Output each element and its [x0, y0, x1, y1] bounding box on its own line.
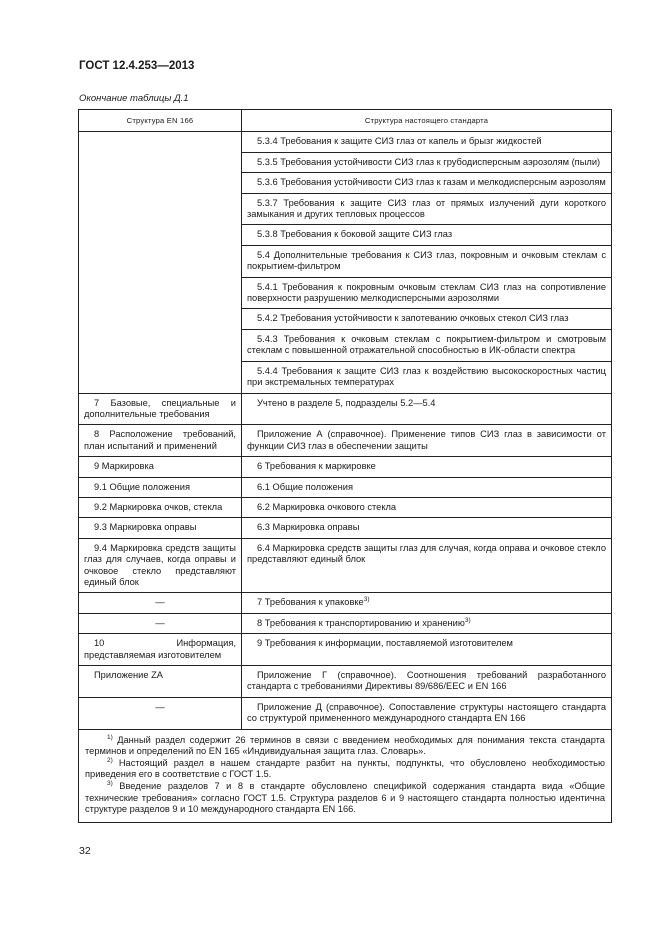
standard-cell-text: 5.3.8 Требования к боковой защите СИЗ глаз — [257, 229, 453, 240]
footnote-text: Данный раздел содержит 26 терминов в связи с введением необходимых для понимания текста стандарта терминов и определений по EN 165 «Индивидуальная защита глаз. Словарь». — [85, 734, 605, 757]
standard-cell-text: Приложение А (справочное). Применение типов СИЗ глаз в зависимости от функции СИЗ глаз в обеспечении защиты — [247, 429, 606, 451]
standard-cell-text: 6.1 Общие положения — [257, 481, 354, 492]
table-row — [79, 425, 612, 457]
standard-cell — [242, 277, 612, 309]
footnote — [85, 758, 605, 781]
standard-cell — [242, 634, 612, 666]
en166-cell: 10 Информация, представляемая изготовителем — [79, 634, 242, 666]
standard-cell-text: 5.4.4 Требования к защите СИЗ глаз к воздействию высокоскоростных частиц при экстремальных температурах — [247, 365, 606, 388]
en166-cell: 9 Маркировка — [79, 457, 242, 477]
standard-cell — [242, 613, 612, 633]
en166-cell: 9.2 Маркировка очков, стекла — [79, 497, 242, 517]
column-header-en166: Структура EN 166 — [79, 110, 242, 132]
table-row — [79, 477, 612, 497]
standard-cell-text: 7 Требования к упаковке — [257, 597, 364, 608]
en166-cell: 9.3 Маркировка оправы — [79, 518, 242, 538]
column-header-standard: Структура настоящего стандарта — [242, 110, 612, 132]
table-row — [79, 593, 612, 613]
footnote-text: Настоящий раздел в нашем стандарте разбит на пункты, подпункты, что обусловлено необходимостью приведения его в соответствие с ГОСТ 1.5. — [85, 757, 606, 780]
comparison-table — [78, 109, 612, 823]
standard-cell — [242, 518, 612, 538]
standard-cell-text: 6.2 Маркировка очкового стекла — [257, 501, 397, 512]
footnote-mark: 1) — [107, 733, 113, 741]
table-body — [79, 132, 612, 729]
standard-cell-text: 5.3.4 Требования к защите СИЗ глаз от капель и брызг жидкостей — [257, 136, 542, 147]
standard-cell — [242, 309, 612, 329]
table-row — [79, 497, 612, 517]
standard-cell — [242, 538, 612, 593]
standard-cell-text: 9 Требования к информации, поставляемой изготовителем — [257, 638, 513, 649]
standard-cell-text: 5.3.5 Требования устойчивости СИЗ глаз к грубодисперсным аэрозолям (пыли) — [257, 156, 601, 167]
table-row — [79, 538, 612, 593]
standard-cell-text: Учтено в разделе 5, подразделы 5.2—5.4 — [257, 397, 436, 408]
table-row — [79, 666, 612, 698]
table-row — [79, 132, 612, 152]
table-row — [79, 697, 612, 729]
table-row — [79, 393, 612, 425]
standard-cell — [242, 425, 612, 457]
en166-cell: 9.4 Маркировка средств защиты глаз для случаев, когда оправы и очковое стекло представляют единый блок — [79, 538, 242, 593]
standard-cell — [242, 393, 612, 425]
footnote-mark: 2) — [107, 756, 113, 764]
en166-cell: — — [79, 613, 242, 633]
footnotes-row — [79, 729, 612, 822]
footnote-ref: 3) — [464, 616, 471, 624]
standard-cell — [242, 666, 612, 698]
table-row — [79, 457, 612, 477]
standard-cell-text: 6 Требования к маркировке — [257, 461, 376, 472]
standard-cell — [242, 477, 612, 497]
standard-cell-text: 6.3 Маркировка оправы — [257, 522, 360, 533]
standard-cell-text: 6.4 Маркировка средств защиты глаз для случая, когда оправа и очковое стекло представляют единый блок — [247, 542, 606, 565]
standard-cell-text: 5.4 Дополнительные требования к СИЗ глаз, покровным и очковым стеклам с покрытием-фильтром — [247, 249, 606, 272]
footnote-text: Введение разделов 7 и 8 в стандарте обусловлено спецификой содержания стандарта вида «Общие технические требования» согласно ГОСТ 1.5. Структура разделов 6 и 9 настоящего стандарта полностью идентична структуре разделов 9 и 10 международного стандарта EN 166. — [85, 781, 605, 815]
standard-cell — [242, 593, 612, 613]
table-caption: Окончание таблицы Д.1 — [79, 93, 189, 104]
standard-cell — [242, 245, 612, 277]
standard-cell — [242, 457, 612, 477]
standard-cell-text: 5.4.1 Требования к покровным очковым стеклам СИЗ глаз на сопротивление поверхности разрушению мелкодисперсными аэрозолями — [247, 281, 606, 304]
standard-cell-text: 5.3.7 Требования к защите СИЗ глаз от прямых излучений дуги короткого замыкания и других тепловых процессов — [247, 197, 606, 220]
en166-cell: Приложение ZA — [79, 666, 242, 698]
document-title: ГОСТ 12.4.253—2013 — [79, 60, 195, 72]
standard-cell — [242, 193, 612, 225]
table-header-row — [79, 110, 612, 132]
table-row — [79, 518, 612, 538]
footnote — [85, 735, 605, 758]
standard-cell-text: 8 Требования к транспортированию и хранению — [257, 617, 465, 628]
standard-cell-text: Приложение Г (справочное). Соотношения требований разработанного стандарта с требованиями Директивы 89/686/EEC и EN 166 — [247, 670, 606, 692]
standard-cell-text: 5.4.3 Требования к очковым стеклам с покрытием-фильтром и смотровым стеклам с повышенной отражательной способностью в ИК-области спектра — [247, 333, 606, 356]
en166-cell-empty — [79, 132, 242, 393]
standard-cell — [242, 173, 612, 193]
en166-cell: 8 Расположение требований, план испытаний и применений — [79, 425, 242, 457]
standard-cell-text: Приложение Д (справочное). Сопоставление структуры настоящего стандарта со структурой примененного международного стандарта EN 166 — [247, 701, 606, 724]
standard-cell-text: 5.3.6 Требования устойчивости СИЗ глаз к газам и мелкодисперсным аэрозолям — [257, 177, 606, 188]
standard-cell — [242, 697, 612, 729]
footnotes — [79, 729, 612, 822]
en166-cell: 7 Базовые, специальные и дополнительные требования — [79, 393, 242, 425]
standard-cell — [242, 497, 612, 517]
footnote-ref: 3) — [363, 596, 370, 604]
table-row — [79, 613, 612, 633]
page-number: 32 — [79, 845, 91, 857]
footnote — [85, 781, 605, 816]
en166-cell: 9.1 Общие положения — [79, 477, 242, 497]
standard-cell — [242, 329, 612, 361]
standard-cell — [242, 361, 612, 393]
en166-cell: — — [79, 697, 242, 729]
standard-cell — [242, 132, 612, 152]
standard-cell — [242, 225, 612, 245]
footnote-mark: 3) — [107, 779, 113, 787]
standard-cell — [242, 152, 612, 172]
table-row — [79, 634, 612, 666]
en166-cell: — — [79, 593, 242, 613]
standard-cell-text: 5.4.2 Требования устойчивости к запотеванию очковых стекол СИЗ глаз — [257, 313, 569, 324]
